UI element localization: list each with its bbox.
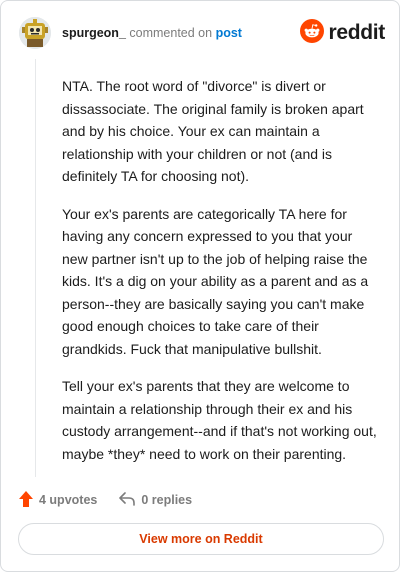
reddit-brand[interactable] bbox=[300, 21, 385, 45]
replies-count: 0 replies bbox=[141, 493, 193, 507]
thread-line bbox=[35, 59, 36, 477]
author-username[interactable]: spurgeon_ bbox=[62, 26, 126, 40]
reply-arrow-icon bbox=[119, 492, 135, 509]
upvote-button[interactable] bbox=[19, 491, 97, 510]
upvotes-count: 4 upvotes bbox=[39, 493, 98, 507]
reddit-wordmark: reddit bbox=[328, 21, 385, 44]
comment-body bbox=[62, 75, 378, 480]
view-more-on-reddit-button[interactable]: View more on Reddit bbox=[18, 523, 384, 555]
replies-button[interactable] bbox=[119, 492, 192, 509]
commented-on-text: commented on bbox=[129, 26, 213, 40]
snoo-avatar-icon[interactable] bbox=[19, 17, 51, 49]
comment-paragraph-3: Tell your ex's parents that they are welcome to maintain a relationship through their ex and his custody arrangement--and if that's not working out, maybe *they* need to work on their parenting. bbox=[62, 378, 377, 462]
comment-header bbox=[17, 15, 385, 51]
post-link[interactable]: post bbox=[215, 26, 242, 40]
reddit-logo-icon bbox=[300, 19, 324, 48]
upvote-arrow-icon bbox=[19, 491, 33, 510]
comment-paragraph-1: NTA. The root word of "divorce" is divert or dissassociate. The original family is broken apart and by his choice. Your ex can maintain a relationship with your children or not (and is definitely TA for choosing not). bbox=[62, 78, 364, 184]
comment-actions bbox=[19, 489, 192, 511]
comment-paragraph-2: Your ex's parents are categorically TA here for having any concern expressed to you that your new partner isn't up to the job of helping raise the kids. It's a dig on your ability as a parent and as a person--they are basically saying you can't make good enough choices to take care of their grandkids. Fuck that manipulative bullshit. bbox=[62, 205, 369, 357]
author-line bbox=[62, 26, 242, 40]
